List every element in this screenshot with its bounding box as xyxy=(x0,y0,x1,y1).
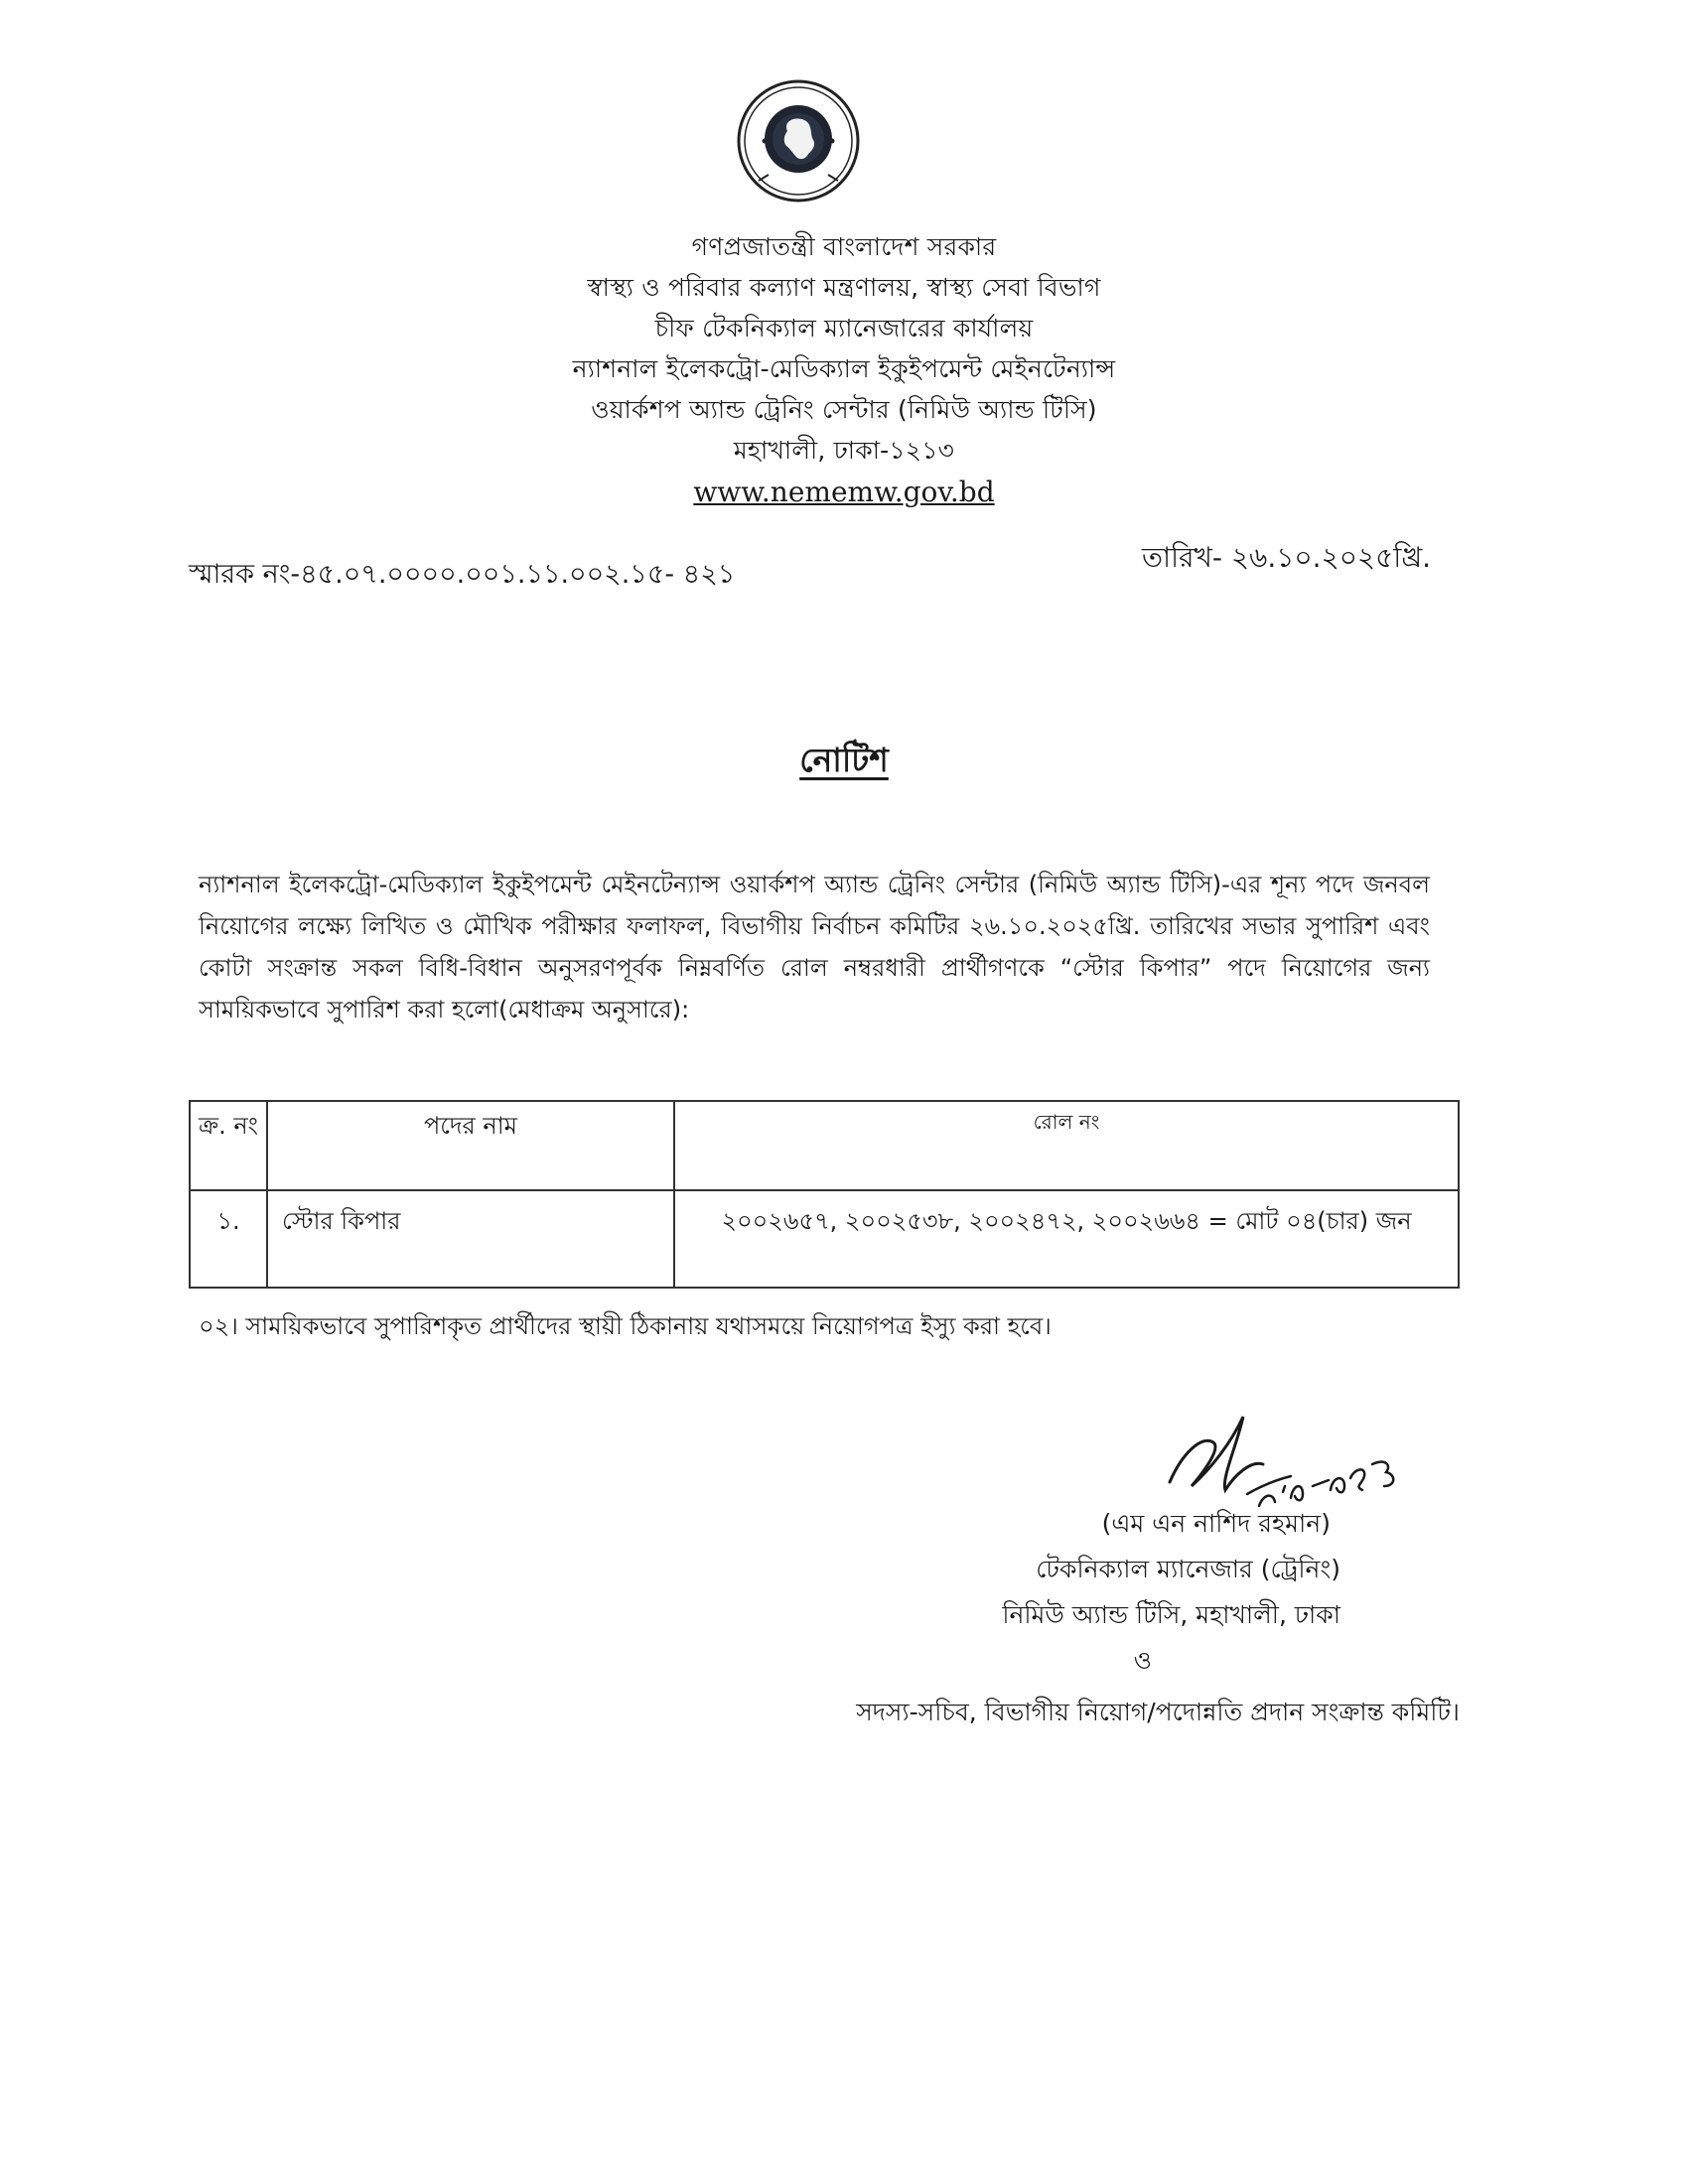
signatory-name: (এম এন নাশিদ রহমান) xyxy=(1101,1509,1331,1538)
cell-post-name: স্টোর কিপার xyxy=(267,1190,674,1288)
memo-date: তারিখ- ২৬.১০.২০২৫খ্রি. xyxy=(1142,541,1432,574)
signatory-block xyxy=(814,1501,1460,1735)
institute-name-line2: ওয়ার্কশপ অ্যান্ড ট্রেনিং সেন্টার (নিমিউ অ্যান্ড টিসি) xyxy=(591,395,1097,424)
office-name: চীফ টেকনিক্যাল ম্যানেজারের কার্যালয় xyxy=(654,314,1034,342)
institute-name-line1: ন্যাশনাল ইলেকট্রো-মেডিক্যাল ইকুইপমেন্ট মেইনটেন্যান্স xyxy=(572,354,1116,383)
memo-number: স্মারক নং-৪৫.০৭.০০০০.০০১.১১.০০২.১৫- ৪২১ xyxy=(189,559,736,590)
signatory-conjunction: ও xyxy=(1133,1646,1152,1675)
header-serial-no: ক্র. নং xyxy=(190,1101,267,1190)
govt-name: গণপ্রজাতন্ত্রী বাংলাদেশ সরকার xyxy=(691,232,997,261)
website-link[interactable]: www.nememw.gov.bd xyxy=(693,476,995,508)
signatory-designation: টেকনিক্যাল ম্যানেজার (ট্রেনিং) xyxy=(1036,1555,1340,1583)
notice-title-text: নোটিশ xyxy=(799,741,889,779)
cell-serial-no: ১. xyxy=(190,1190,267,1288)
notice-title xyxy=(0,735,1688,790)
header-post-name: পদের নাম xyxy=(267,1101,674,1190)
office-address: মহাখালী, ঢাকা-১২১৩ xyxy=(733,436,955,465)
header-roll-no: রোল নং xyxy=(674,1101,1459,1190)
letterhead xyxy=(397,226,1291,512)
bangladesh-govt-seal-icon xyxy=(735,77,862,205)
table-row xyxy=(190,1190,1459,1288)
ministry-name: স্বাস্থ্য ও পরিবার কল্যাণ মন্ত্রণালয়, স্বাস্থ্য সেবা বিভাগ xyxy=(587,273,1101,302)
notice-body-paragraph: ন্যাশনাল ইলেকট্রো-মেডিক্যাল ইকুইপমেন্ট মেইনটেন্যান্স ওয়ার্কশপ অ্যান্ড ট্রেনিং সেন্টার (নিমিউ অ্যান্ড টিসি)-এর শূন্য পদে জনবল নিয়োগের লক্ষ্যে লিখিত ও মৌখিক পরীক্ষার ফলাফল, বিভাগীয় নির্বাচন কমিটির ২৬.১০.২০২৫খ্রি. তারিখের সভার সুপারিশ এবং কোটা সংক্রান্ত সকল বিধি-বিধান অনুসরণপূর্বক নিম্নবর্ণিত রোল নম্বরধারী প্রার্থীগণকে “স্টোর কিপার” পদে নিয়োগের জন্য সাময়িকভাবে সুপারিশ করা হলো(মেধাক্রম অনুসারে): xyxy=(199,871,1430,1024)
recommendation-table xyxy=(189,1100,1460,1289)
table-header-row xyxy=(190,1101,1459,1190)
signatory-committee-role: সদস্য-সচিব, বিভাগীয় নিয়োগ/পদোন্নতি প্রদান সংক্রান্ত কমিটি। xyxy=(856,1698,1460,1726)
signatory-office: নিমিউ অ্যান্ড টিসি, মহাখালী, ঢাকা xyxy=(1002,1600,1340,1629)
followup-note: ০২। সাময়িকভাবে সুপারিশকৃত প্রার্থীদের স্থায়ী ঠিকানায় যথাসময়ে নিয়োগপত্র ইস্যু করা হবে। xyxy=(199,1312,1052,1340)
cell-roll-numbers: ২০০২৬৫৭, ২০০২৫৩৮, ২০০২৪৭২, ২০০২৬৬৪ = মোট ০৪(চার) জন xyxy=(674,1190,1459,1288)
